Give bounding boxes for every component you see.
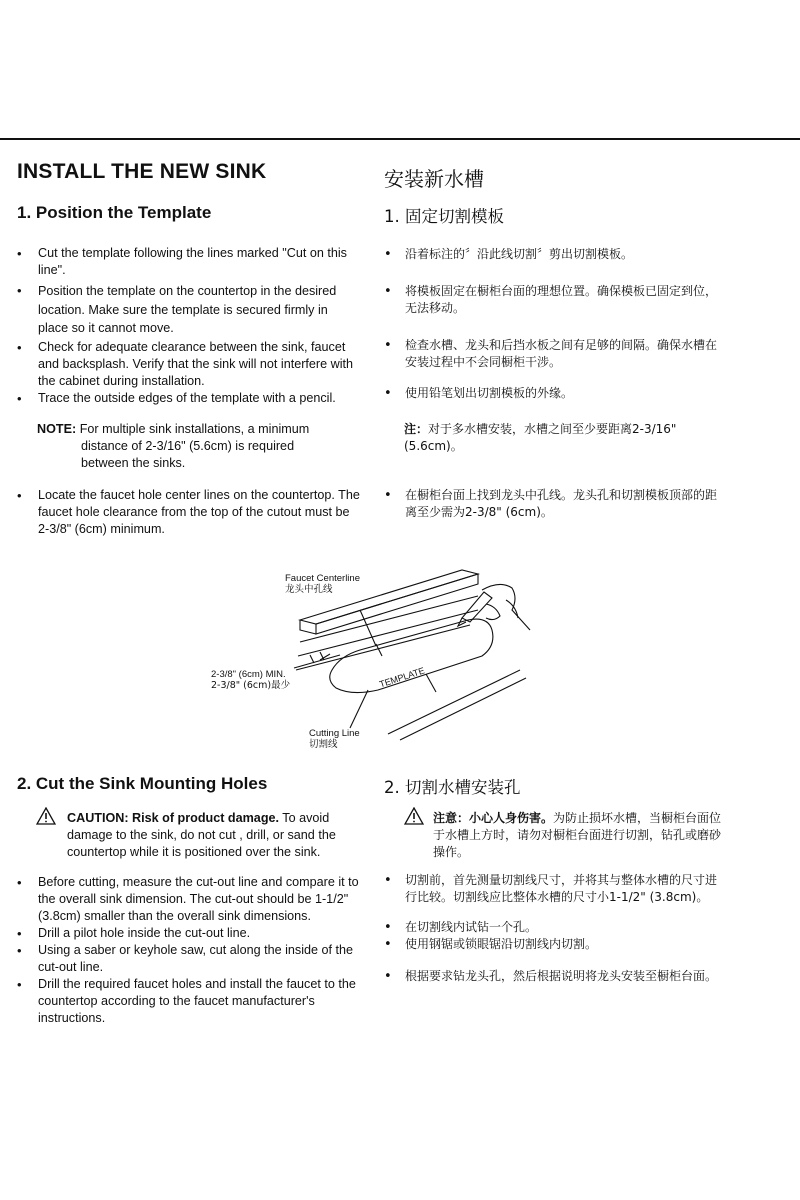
template-outline [330,619,493,692]
note-label-cn: 注： [404,422,429,436]
list-item: • 使用钢锯或锁眼锯沿切割线内切割。 [384,936,724,953]
faucet-centerline-label [285,573,360,595]
section2-list [17,874,362,1027]
list-item: • 在橱柜台面上找到龙头中孔线。龙头孔和切割模板顶部的距离至少需为2-3/8" (6cm)。 [384,487,724,521]
note-text-cn: 对于多水槽安装，水槽之间至少要距离2-3/16" (5.6cm)。 [404,422,677,453]
faucet-centerline [360,610,376,646]
section2-list-cn [384,872,724,985]
dim-label-cn: 2-3/8" (6cm)最少 [211,680,291,691]
countertop-edge [300,596,478,642]
template-diagram [200,560,540,760]
list-item: • 根据要求钻龙头孔，然后根据说明将龙头安装至橱柜台面。 [384,968,724,985]
dimension-label [211,669,290,691]
caution-icon [404,807,424,825]
section2-heading: 2. Cut the Sink Mounting Holes [17,774,268,793]
caution-block-cn [433,810,725,861]
dimension-line [294,655,340,668]
list-item: • 将模板固定在橱柜台面的理想位置。确保模板已固定到位，无法移动。 [384,283,724,317]
page-title: INSTALL THE NEW SINK [17,160,267,183]
cutting-label-en: Cutting Line [309,728,360,739]
section2-heading-cn: 2. 切割水槽安装孔 [384,778,521,797]
note-text: For multiple sink installations, a minimum [79,422,310,436]
caution-text-cn: 为防止损坏水槽，当橱柜台面位于水槽上方时，请勿对橱柜台面进行切割，钻孔或磨砂操作。 [433,811,722,859]
list-item: • Drill a pilot hole inside the cut-out line. [17,925,362,942]
list-item: • Drill the required faucet holes and install the faucet to the countertop according to the faucet manufacturer's instructions. [17,976,362,1027]
list-item: • Locate the faucet hole center lines on the countertop. The faucet hole clearance from the top of the cutout must be 2-3/8" (6cm) minimum. [17,487,362,538]
section1-list [17,245,357,407]
list-item: • Check for adequate clearance between the sink, faucet and backsplash. Verify that the sink will not interfere with the cabinet during installation. [17,339,357,390]
note-block-cn [404,421,694,455]
caution-block [67,810,357,861]
center-mark [426,674,436,692]
hand [482,584,530,630]
section1-list-extra-cn [384,487,724,521]
note-text: between the sinks. [81,456,186,470]
caution-label: CAUTION: Risk of product damage. [67,811,280,825]
list-item: • 切割前，首先测量切割线尺寸，并将其与整体水槽的尺寸进行比较。切割线应比整体水槽的尺寸小1-1/2" (3.8cm)。 [384,872,724,906]
list-item: • 使用铅笔划出切割模板的外缘。 [384,385,724,402]
cutting-line-pointer [350,690,368,728]
note-text: distance of 2-3/16" (5.6cm) is required [81,439,295,453]
section1-heading: 1. Position the Template [17,203,212,222]
faucet-label-en: Faucet Centerline [285,573,360,584]
list-item: • Position the template on the countertop in the desired location. Make sure the template is secured firmly in place so it cannot move. [17,282,357,338]
caution-icon [36,807,56,825]
section1-heading-cn: 1. 固定切割模板 [384,207,504,226]
section1-list-extra [17,487,362,538]
cutting-line-label [309,728,360,750]
page-title-cn: 安装新水槽 [384,167,484,191]
list-item: • 检查水槽、龙头和后挡水板之间有足够的间隔。确保水槽在安装过程中不会同橱柜干涉。 [384,337,724,371]
note-label: NOTE: [37,422,77,436]
list-item: • 沿着标注的〞沿此线切割〞剪出切割模板。 [384,246,724,263]
top-rule [0,138,800,140]
caution-label-cn: 注意：小心人身伤害。 [433,811,554,825]
list-item: • 在切割线内试钻一个孔。 [384,919,724,936]
list-item: • Trace the outside edges of the template with a pencil. [17,390,357,407]
list-item: • Using a saber or keyhole saw, cut along the inside of the cut-out line. [17,942,362,976]
list-item: • Before cutting, measure the cut-out line and compare it to the overall sink dimension. The cut-out should be 1-1/2" (3.8cm) smaller than the overall sink dimensions. [17,874,362,925]
cutting-label-cn: 切割线 [309,739,338,750]
faucet-label-cn: 龙头中孔线 [285,584,333,595]
template-word: TEMPLATE [378,665,426,690]
dim-label-en: 2-3/8" (6cm) MIN. [211,669,286,680]
section1-list-cn [384,246,724,402]
list-item: • Cut the template following the lines marked "Cut on this line". [17,245,357,279]
caution-text: To avoid damage to the sink, do not cut , drill, or sand the countertop while it is positioned over the sink. [67,811,336,859]
note-block [37,421,367,472]
